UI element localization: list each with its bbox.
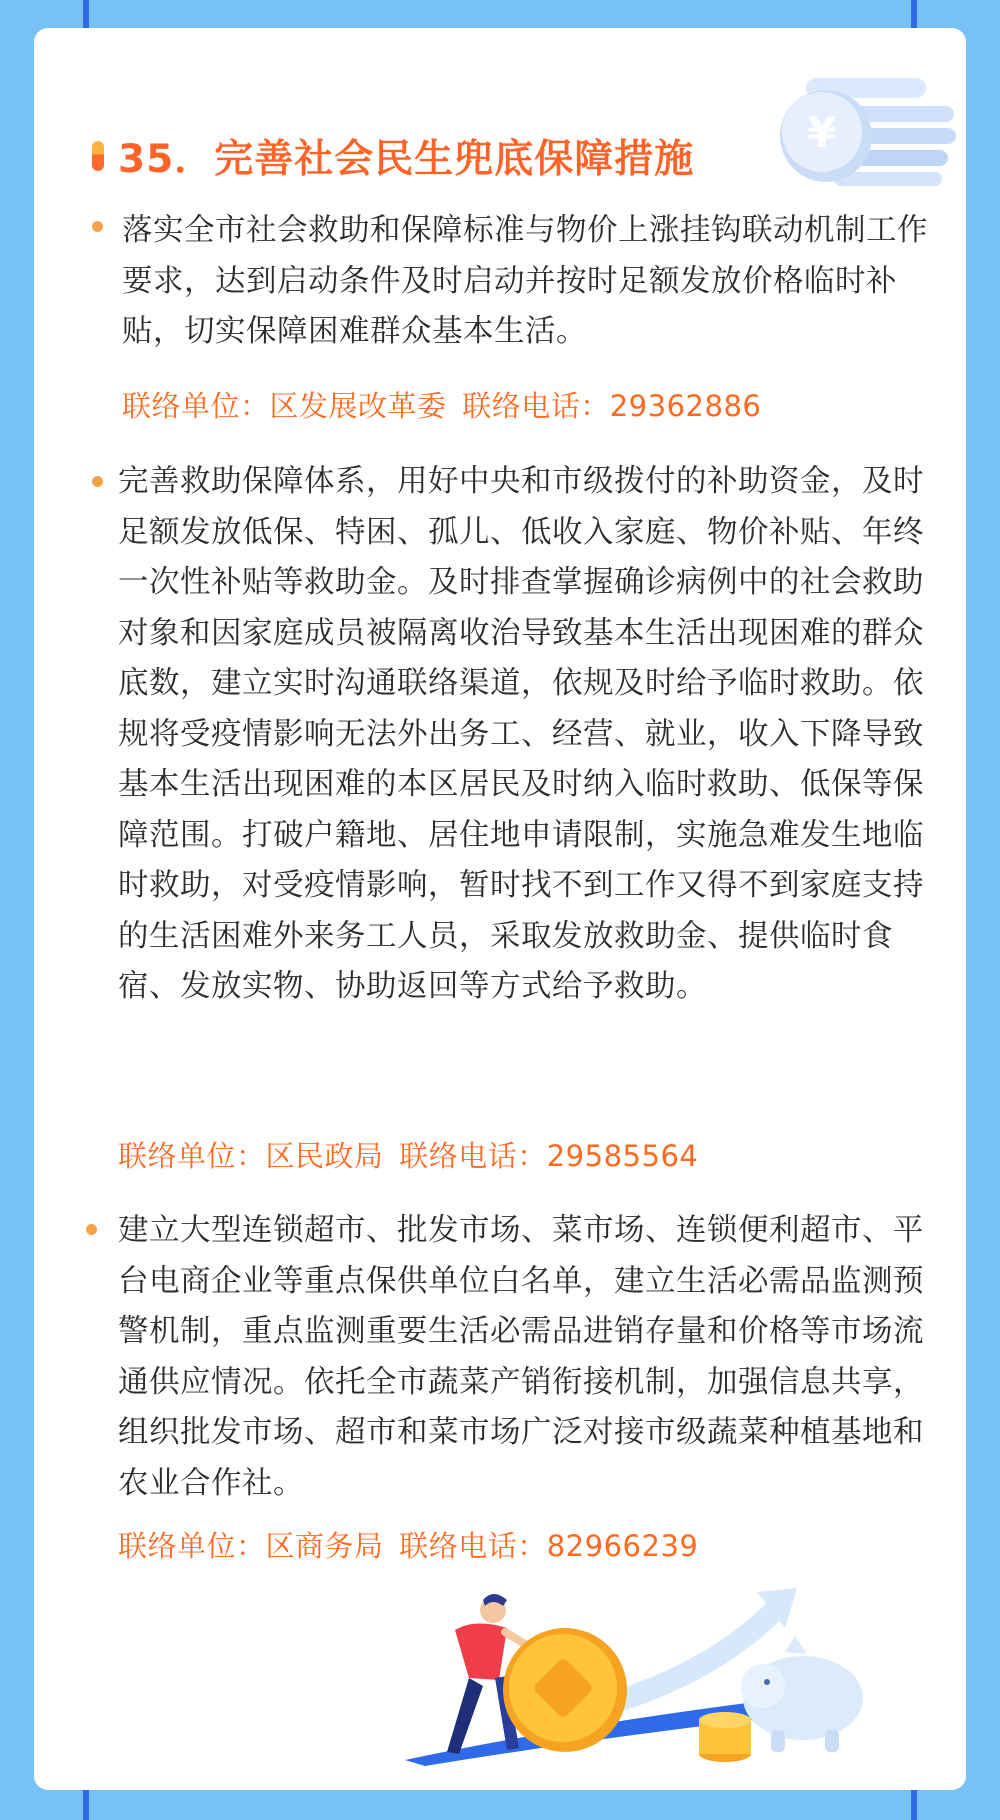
- contact-phone: 联络电话：82966239: [399, 1529, 699, 1563]
- contact-phone: 联络电话：29585564: [399, 1139, 699, 1173]
- section-heading: [92, 126, 694, 186]
- bullet-icon: [86, 1224, 97, 1235]
- item-text: 建立大型连锁超市、批发市场、菜市场、连锁便利超市、平台电商企业等重点保供单位白名单，建立生活必需品监测预警机制，重点监测重要生活必需品进销存量和价格等市场流通供应情况。依托全市蔬菜产销衔接机制，加强信息共享，组织批发市场、超市和菜市场广泛对接市级蔬菜种植基地和农业合作社。: [118, 1213, 924, 1501]
- yen-icon: ¥: [807, 108, 837, 157]
- contact-line: [122, 384, 767, 425]
- contact-unit: 联络单位：区发展改革委: [122, 389, 447, 423]
- contact-line: [118, 1524, 704, 1565]
- contact-phone: 联络电话：29362886: [462, 389, 762, 423]
- item-text: 完善救助保障体系，用好中央和市级拨付的补助资金，及时足额发放低保、特困、孤儿、低收入家庭、物价补贴、年终一次性补贴等救助金。及时排查掌握确诊病例中的社会救助对象和因家庭成员被隔离收治导致基本生活出现困难的群众底数，建立实时沟通联络渠道，依规及时给予临时救助。依规将受疫情影响无法外出务工、经营、就业，收入下降导致基本生活出现困难的本区居民及时纳入临时救助、低保等保障范围。打破户籍地、居住地申请限制，实施急难发生地临时救助，对受疫情影响，暂时找不到工作又得不到家庭支持的生活困难外来务工人员，采取发放救助金、提供临时食宿、发放实物、协助返回等方式给予救助。: [118, 464, 924, 1004]
- person-body: [455, 1623, 507, 1680]
- coin-stack-illustration: [770, 70, 970, 200]
- contact-unit: 联络单位：区商务局: [118, 1529, 384, 1563]
- bullet-icon: [92, 221, 103, 232]
- coin-stack-icon: [699, 1712, 751, 1728]
- item-text: 落实全市社会救助和保障标准与物价上涨挂钩联动机制工作要求，达到启动条件及时启动并按时足额发放价格临时补贴，切实保障困难群众基本生活。: [122, 213, 928, 349]
- bullet-icon: [92, 476, 103, 487]
- page-title: 35．完善社会民生兜底保障措施: [118, 137, 695, 182]
- coin-push-illustration: [395, 1570, 955, 1770]
- title-marker: [92, 141, 104, 171]
- contact-line: [118, 1134, 704, 1175]
- contact-unit: 联络单位：区民政局: [118, 1139, 384, 1173]
